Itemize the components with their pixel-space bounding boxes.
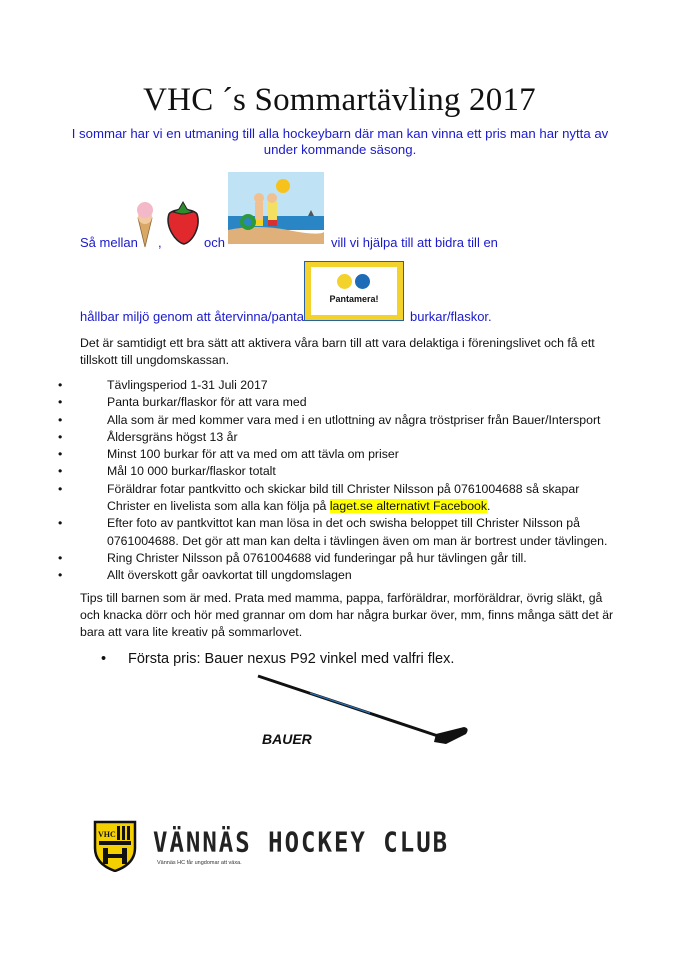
rules-list	[80, 377, 620, 585]
page-title: VHC ´s Sommartävling 2017	[143, 82, 536, 118]
pantamera-label: Pantamera!	[329, 294, 379, 304]
list-item: • Efter foto av pantkvittot kan man lösa in det och swisha beloppet till Christer Nilsson på 0761004688. Det gör att man kan delta i tävlingen även om man är bortrest under tävlingen.	[80, 515, 620, 550]
hockey-stick-image	[250, 672, 470, 752]
badge-text: VHC	[98, 830, 116, 839]
line1-text-d: vill vi hjälpa till att bidra till en	[331, 235, 498, 250]
ice-cream-icon	[133, 200, 157, 248]
line1-text-b: ,	[158, 235, 162, 250]
beach-kids-image	[228, 172, 324, 244]
club-tagline: Vännäs HC får ungdomar att växa.	[157, 860, 242, 866]
list-item: • Panta burkar/flaskor för att vara med	[80, 394, 620, 411]
pantamera-yellow-circle-icon	[337, 274, 352, 289]
list-item: • Allt överskott går oavkortat till ungdomslagen	[80, 567, 620, 584]
line1-text-a: Så mellan	[80, 235, 138, 250]
paragraph-1: Det är samtidigt ett bra sätt att aktivera våra barn till att vara delaktiga i föreningslivet och få ett tillskott till ungdomskassan.	[80, 336, 595, 367]
bauer-logo: BAUER	[262, 731, 312, 747]
prize-item: • Första pris: Bauer nexus P92 vinkel med valfri flex.	[103, 651, 454, 667]
list-item: • Minst 100 burkar för att va med om att tävla om priser	[80, 446, 620, 463]
list-item: • Åldersgräns högst 13 år	[80, 429, 620, 446]
list-item: • Föräldrar fotar pantkvitto och skickar bild till Christer Nilsson på 0761004688 så skapar Christer en livelista som alla kan följa på laget.se alternativt Facebook.	[80, 481, 620, 516]
paragraph-2: Tips till barnen som är med. Prata med mamma, pappa, farföräldrar, morföräldrar, övrig släkt, gå och knacka dörr och hör med grannar om dom har några burkar över, mm, finns många sätt det är bara att vara lite kreativ på sommarlovet.	[80, 591, 614, 639]
strawberry-icon	[165, 200, 201, 246]
pantamera-logo	[304, 261, 404, 321]
list-item: • Tävlingsperiod 1-31 Juli 2017	[80, 377, 620, 394]
list-item: • Alla som är med kommer vara med i en utlottning av några tröstpriser från Bauer/Intersport	[80, 412, 620, 429]
pantamera-blue-circle-icon	[355, 274, 370, 289]
intro-text: I sommar har vi en utmaning till alla hockeybarn där man kan vinna ett pris man har nytta av under kommande säsong.	[71, 126, 609, 157]
line1-text-c: och	[204, 235, 225, 250]
list-item: • Mål 10 000 burkar/flaskor totalt	[80, 463, 620, 480]
list-item: • Ring Christer Nilsson på 0761004688 vid funderingar på hur tävlingen går till.	[80, 550, 620, 567]
club-badge-icon	[93, 818, 137, 872]
line2-text-a: hållbar miljö genom att återvinna/panta	[80, 309, 305, 324]
line2-text-b: burkar/flaskor.	[410, 309, 492, 324]
club-name: VÄNNÄS HOCKEY CLUB	[153, 826, 450, 859]
highlighted-link-text: laget.se alternativt Facebook	[329, 499, 488, 514]
